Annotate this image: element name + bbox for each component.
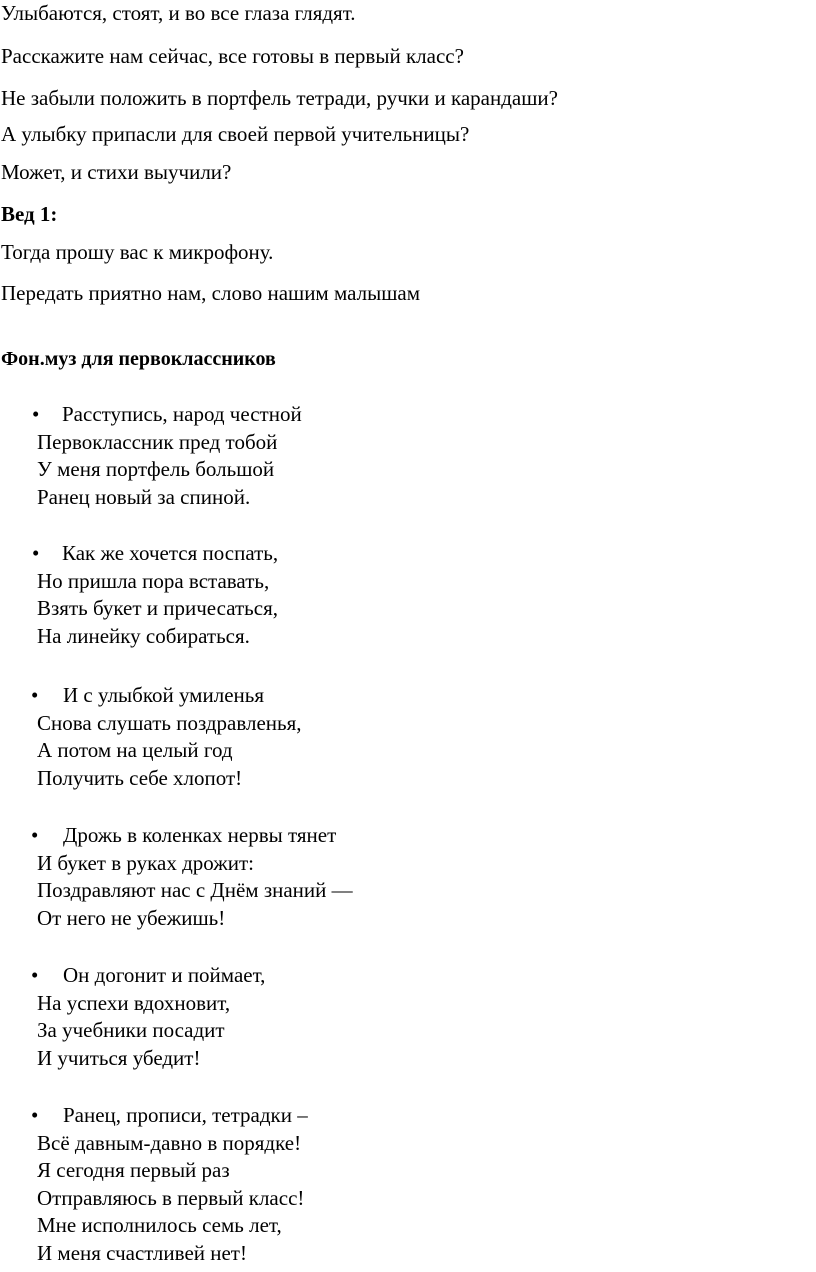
stanza-line: Мне исполнилось семь лет, [37,1213,282,1238]
stanza-line: На успехи вдохновит, [37,990,231,1015]
stanza-line: • Ранец, прописи, тетрадки – [37,1102,308,1130]
stanza-line: Ранец новый за спиной. [37,484,251,509]
stanza-line: Я сегодня первый раз [37,1158,230,1183]
speaker-line: Передать приятно нам, слово нашим малышам [1,281,420,305]
stanza-line: • Дрожь в коленках нервы тянет [37,822,353,850]
intro-line: А улыбку припасли для своей первой учительницы? [1,122,470,146]
speaker-label: Вед 1: [1,202,58,226]
bullet-icon: • [31,823,39,847]
stanza-line: Взять букет и причесаться, [37,596,278,621]
poem-stanza [32,401,302,511]
stanza-line: Получить себе хлопот! [37,765,243,790]
stanza-line: И меня счастливей нет! [37,1240,247,1265]
poem-stanza [32,540,279,650]
stanza-line: Снова слушать поздравленья, [37,710,302,735]
poem-stanza [31,682,302,792]
poem-stanza [31,822,353,932]
stanza-line: • Он догонит и поймает, [37,962,265,990]
stanza-line: Первоклассник пред тобой [37,429,278,454]
intro-line: Расскажите нам сейчас, все готовы в первый класс? [1,44,464,68]
stanza-line: • Расступись, народ честной [37,401,302,429]
bullet-icon: • [32,541,40,565]
stanza-line: И учиться убедит! [37,1045,201,1070]
stanza-line: Поздравляют нас с Днём знаний — [37,878,353,903]
stanza-line: На линейку собираться. [37,623,250,648]
stanza-line: От него не убежишь! [37,905,226,930]
stanza-line: У меня портфель большой [37,457,275,482]
intro-line: Улыбаются, стоят, и во все глаза глядят. [1,1,356,25]
stanza-line: Но пришла пора вставать, [37,568,270,593]
stanza-line: • И с улыбкой умиленья [37,682,302,710]
bullet-icon: • [31,963,39,987]
stanza-line: А потом на целый год [37,738,233,763]
stanza-line: За учебники посадит [37,1018,225,1043]
bullet-icon: • [31,1103,39,1127]
stanza-line: И букет в руках дрожит: [37,850,254,875]
stanza-line: • Как же хочется поспать, [37,540,278,568]
stanza-line: Всё давным-давно в порядке! [37,1130,302,1155]
music-heading: Фон.муз для первоклассников [1,348,276,370]
bullet-icon: • [31,683,39,707]
stanza-line: Отправляюсь в первый класс! [37,1185,305,1210]
poem-stanza [31,962,266,1072]
poem-stanza [31,1102,308,1268]
bullet-icon: • [32,402,40,426]
intro-line: Не забыли положить в портфель тетради, ручки и карандаши? [1,86,558,110]
speaker-line: Тогда прошу вас к микрофону. [1,240,274,264]
intro-line: Может, и стихи выучили? [1,160,232,184]
